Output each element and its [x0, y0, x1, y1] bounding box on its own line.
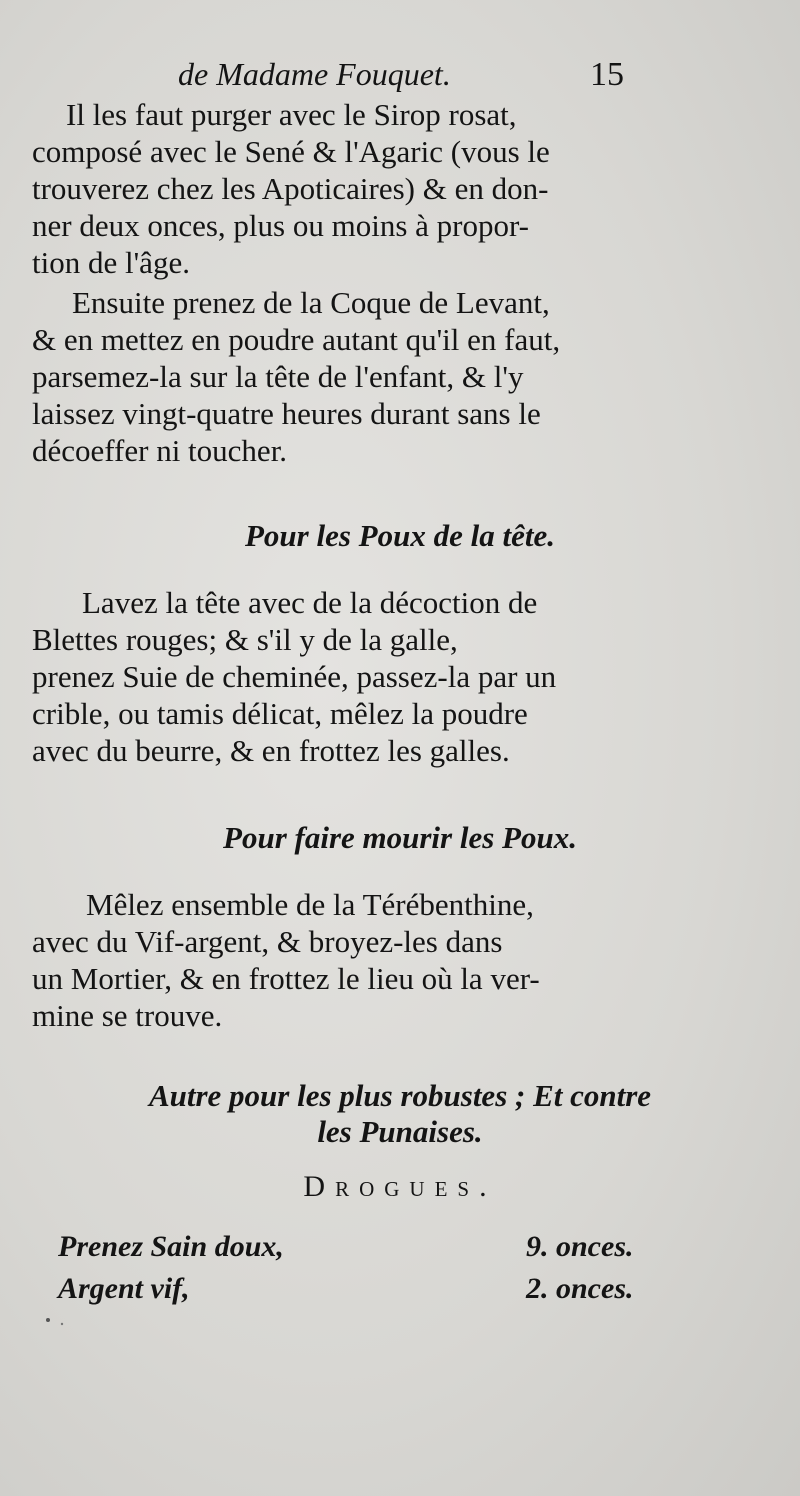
text-line: mine se trouve. — [32, 998, 223, 1033]
page-header — [0, 52, 800, 102]
text-line: décoeffer ni toucher. — [32, 433, 288, 468]
text-line: Lavez la tête avec de la décoction de — [82, 585, 538, 620]
drugs-heading: Drogues. — [303, 1170, 497, 1203]
paragraph-faire-mourir — [32, 886, 652, 1034]
text-line: & en mettez en poudre autant qu'il en faut, — [32, 322, 561, 357]
drug-row — [58, 1272, 658, 1312]
drug-quantity: 9. onces. — [526, 1230, 634, 1263]
text-line: crible, ou tamis délicat, mêlez la poudre — [32, 696, 528, 731]
page-number: 15 — [590, 56, 624, 93]
drug-row — [58, 1230, 658, 1270]
section-heading-poux-tete: Pour les Poux de la tête. — [245, 518, 555, 553]
text-line: Blettes rouges; & s'il y de la galle, — [32, 622, 458, 657]
paragraph-coque — [32, 284, 652, 469]
section-heading-robustes-line1: Autre pour les plus robustes ; Et contre — [148, 1078, 652, 1113]
text-line: ner deux onces, plus ou moins à propor- — [32, 208, 529, 243]
text-line: composé avec le Sené & l'Agaric (vous le — [32, 134, 550, 169]
section-heading-robustes-line2: les Punaises. — [317, 1114, 483, 1149]
section-heading-faire-mourir: Pour faire mourir les Poux. — [223, 820, 577, 855]
text-line: tion de l'âge. — [32, 245, 190, 280]
text-line: prenez Suie de cheminée, passez-la par un — [32, 659, 557, 694]
drug-quantity: 2. onces. — [526, 1272, 634, 1305]
text-line: avec du beurre, & en frottez les galles. — [32, 733, 510, 768]
text-line: laissez vingt-quatre heures durant sans le — [32, 396, 541, 431]
paragraph-purge — [32, 96, 652, 281]
text-line: Mêlez ensemble de la Térébenthine, — [86, 887, 534, 922]
text-line: avec du Vif-argent, & broyez-les dans — [32, 924, 503, 959]
drug-name: Argent vif, — [58, 1272, 190, 1305]
text-line: Il les faut purger avec le Sirop rosat, — [66, 97, 517, 132]
text-line: un Mortier, & en frottez le lieu où la ver- — [32, 961, 540, 996]
text-line: Ensuite prenez de la Coque de Levant, — [72, 285, 550, 320]
ink-specks — [40, 1310, 100, 1330]
text-line: trouverez chez les Apoticaires) & en don- — [32, 171, 549, 206]
drug-name: Prenez Sain doux, — [58, 1230, 284, 1263]
running-title: de Madame Fouquet. — [178, 56, 451, 92]
paragraph-poux-tete — [32, 584, 652, 769]
text-line: parsemez-la sur la tête de l'enfant, & l'y — [32, 359, 524, 394]
